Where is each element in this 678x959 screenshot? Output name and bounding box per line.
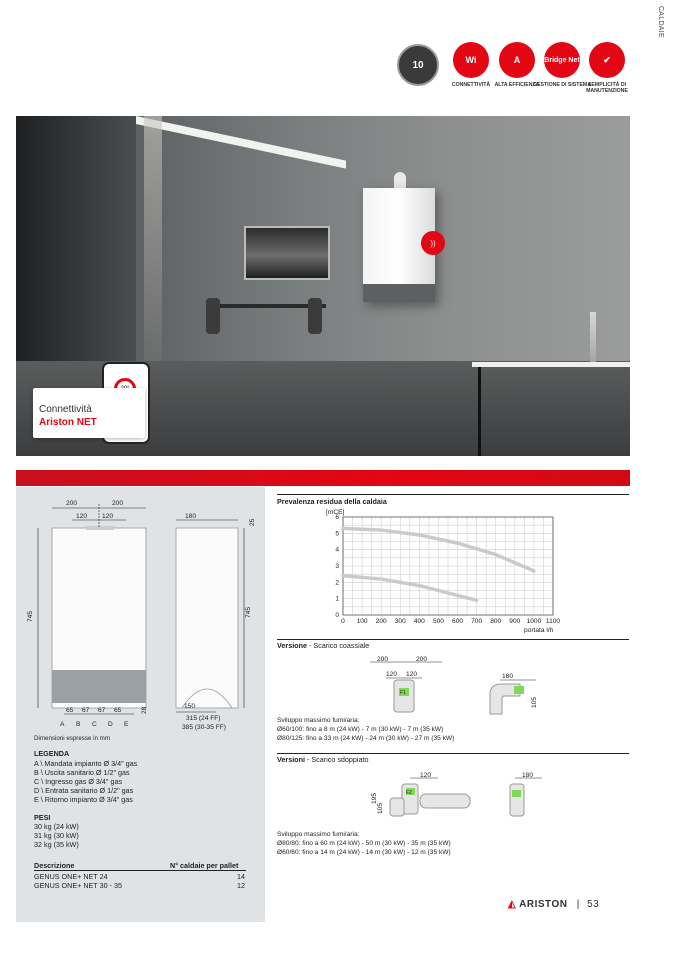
f2-marker xyxy=(512,790,521,797)
f1-marker xyxy=(514,686,524,694)
connection-label: C xyxy=(92,721,97,728)
divider xyxy=(277,494,629,495)
x-axis-label: portata l/h xyxy=(524,627,554,633)
dim-text: 28 xyxy=(141,706,148,714)
pallet-row-name: GENUS ONE+ NET 30 - 35 xyxy=(34,881,122,890)
y-tick-label: 0 xyxy=(335,612,339,619)
pallet-row-name: GENUS ONE+ NET 24 xyxy=(34,872,108,881)
x-tick-label: 400 xyxy=(413,618,425,625)
x-tick-label: 0 xyxy=(341,618,345,625)
dim-text: 315 (24 FF) xyxy=(186,715,221,722)
x-tick-label: 100 xyxy=(356,618,368,625)
legend-list xyxy=(34,759,137,804)
dimension-drawing xyxy=(16,490,265,735)
x-tick-label: 500 xyxy=(432,618,444,625)
section-tab: CALDAIE xyxy=(657,5,664,38)
coax-heading xyxy=(277,641,369,650)
dim-text: 180 xyxy=(502,673,514,680)
x-tick-label: 1000 xyxy=(526,618,542,625)
dim-text: 105 xyxy=(377,802,384,814)
divider xyxy=(34,870,246,871)
f1-label: F1 xyxy=(400,690,406,696)
dim-text: 67 xyxy=(82,707,90,714)
console-table xyxy=(472,362,630,367)
coax-note-title: Sviluppo massimo fumi/aria: xyxy=(277,717,360,724)
red-banner xyxy=(16,470,630,486)
dim-text: 65 xyxy=(114,707,122,714)
pallet-row-qty: 14 xyxy=(237,872,245,881)
table-leg xyxy=(478,367,481,456)
x-tick-label: 600 xyxy=(452,618,464,625)
house-icon: A xyxy=(499,42,535,78)
y-tick-label: 5 xyxy=(335,530,339,538)
feature-label: GESTIONE DI SISTEMA xyxy=(533,82,591,88)
connection-label: D xyxy=(108,721,113,728)
pallet-col-qty: N° caldaie per pallet xyxy=(170,861,239,870)
x-tick-label: 700 xyxy=(471,618,483,625)
dimension-note: Dimensioni espresse in mm xyxy=(34,735,110,742)
dim-text: 195 xyxy=(371,792,378,804)
split-duct xyxy=(390,798,404,816)
dim-text: 745 xyxy=(245,606,252,618)
pump-curve-chart xyxy=(277,507,629,633)
legend-item: B \ Uscita sanitario Ø 1/2" gas xyxy=(34,768,130,777)
divider xyxy=(277,753,629,754)
split-note-line: Ø80/80: fino a 60 m (24 kW) - 50 m (30 kW) - 35 m (35 kW) xyxy=(277,840,451,847)
x-tick-label: 200 xyxy=(375,618,387,625)
wall-painting xyxy=(244,226,330,280)
wrench-icon: ✔ xyxy=(589,42,625,78)
front-control-panel xyxy=(52,670,146,703)
y-tick-label: 6 xyxy=(335,514,339,521)
pallet-col-desc: Descrizione xyxy=(34,861,75,870)
legend-item: E \ Ritorno impianto Ø 3/4" gas xyxy=(34,795,133,804)
callout-line2: Ariston NET xyxy=(39,417,97,428)
x-tick-label: 900 xyxy=(509,618,521,625)
dim-text: 65 xyxy=(66,707,74,714)
dim-text: 120 xyxy=(386,671,398,678)
wifi-icon: )) xyxy=(421,231,445,255)
dim-text: 745 xyxy=(27,610,34,622)
dim-text: 150 xyxy=(184,703,196,710)
legend-title: LEGENDA xyxy=(34,749,70,758)
coax-title: Versione xyxy=(277,641,307,650)
feature-label: CONNETTIVITÀ xyxy=(451,82,491,88)
split-note-title: Sviluppo massimo fumi/aria: xyxy=(277,831,360,838)
pallet-row-qty: 12 xyxy=(237,881,245,890)
dim-text: 67 xyxy=(98,707,106,714)
legend-item: C \ Ingresso gas Ø 3/4" gas xyxy=(34,777,123,786)
boiler-control-panel xyxy=(363,284,435,302)
dim-text: 25 xyxy=(249,518,256,526)
warranty-badge-icon: 10 xyxy=(397,44,439,86)
split-note xyxy=(277,830,451,857)
chair xyxy=(308,298,322,334)
feature-label: ALTA EFFICIENZA xyxy=(494,82,540,88)
dim-text: 120 xyxy=(420,772,432,779)
side-view xyxy=(176,528,238,708)
dim-text: 385 (30-35 FF) xyxy=(182,724,226,731)
weight-item: 31 kg (30 kW) xyxy=(34,831,79,840)
connection-label: A xyxy=(60,721,65,728)
feature-label: SEMPLICITÀ DI MANUTENZIONE xyxy=(586,82,628,94)
split-pipe xyxy=(420,794,470,808)
dim-text: 200 xyxy=(66,500,78,507)
f2-label: F2 xyxy=(406,790,412,796)
x-tick-label: 300 xyxy=(394,618,406,625)
y-tick-label: 3 xyxy=(335,563,339,570)
weights-list xyxy=(34,822,79,849)
connection-label: E xyxy=(124,721,129,728)
weight-item: 32 kg (35 kW) xyxy=(34,840,79,849)
page-number: 53 xyxy=(587,899,600,910)
connection-label: B xyxy=(76,721,81,728)
y-tick-label: 4 xyxy=(335,546,339,554)
wall-light-strip xyxy=(144,116,162,366)
coax-subtitle: - Scarico coassiale xyxy=(306,641,370,650)
y-tick-label: 1 xyxy=(335,595,339,603)
legend-item: D \ Entrata sanitario Ø 1/2" gas xyxy=(34,786,134,795)
dim-text: 200 xyxy=(416,656,428,663)
dim-text: 200 xyxy=(112,500,124,507)
left-wall xyxy=(16,116,136,366)
dim-text: 120 xyxy=(406,671,418,678)
dim-text: 120 xyxy=(76,513,88,520)
coax-note-line: Ø80/125: fino a 33 m (24 kW) - 24 m (30 kW) - 27 m (35 kW) xyxy=(277,735,455,742)
dim-text: 180 xyxy=(522,772,534,779)
flue-outlet xyxy=(86,526,114,530)
x-tick-label: 800 xyxy=(490,618,502,625)
legend-item: A \ Mandata impianto Ø 3/4" gas xyxy=(34,759,138,768)
split-heading xyxy=(277,755,369,764)
coax-note xyxy=(277,716,454,743)
split-subtitle: - Scarico sdoppiato xyxy=(304,755,369,764)
split-duct-side xyxy=(510,784,524,816)
coax-note-line: Ø60/100: fino a 8 m (24 kW) - 7 m (30 kW) - 7 m (35 kW) xyxy=(277,726,444,733)
dim-text: 180 xyxy=(185,513,197,520)
dim-text: 105 xyxy=(531,696,538,708)
ceiling-light xyxy=(136,116,346,169)
dim-text: 120 xyxy=(102,513,114,520)
brand-logo: ◭ ARISTON | 53 xyxy=(508,899,600,910)
x-tick-label: 1100 xyxy=(545,618,561,625)
split-title: Versioni xyxy=(277,755,305,764)
bridge-net-icon: Bridge Net xyxy=(544,42,580,78)
split-note-line: Ø60/60: fino a 14 m (24 kW) - 14 m (30 kW) - 12 m (35 kW) xyxy=(277,849,451,856)
ariston-logo-icon: ◭ xyxy=(508,899,517,910)
coax-diagram xyxy=(350,652,540,716)
brand-name: ARISTON xyxy=(519,899,568,910)
callout-line1: Connettività xyxy=(39,404,92,415)
weights-title: PESI xyxy=(34,813,51,822)
weight-item: 30 kg (24 kW) xyxy=(34,822,79,831)
y-tick-label: 2 xyxy=(335,579,339,587)
wifi-icon: Wi xyxy=(453,42,489,78)
y-axis-label: [mCE] xyxy=(326,509,345,516)
chart-title: Prevalenza residua della caldaia xyxy=(277,497,387,506)
divider xyxy=(277,639,629,640)
chair xyxy=(206,298,220,334)
split-diagram xyxy=(350,768,550,828)
dim-text: 200 xyxy=(377,656,389,663)
connectivity-callout xyxy=(33,388,145,438)
feature-maintenance xyxy=(576,42,638,94)
vase xyxy=(590,312,596,362)
